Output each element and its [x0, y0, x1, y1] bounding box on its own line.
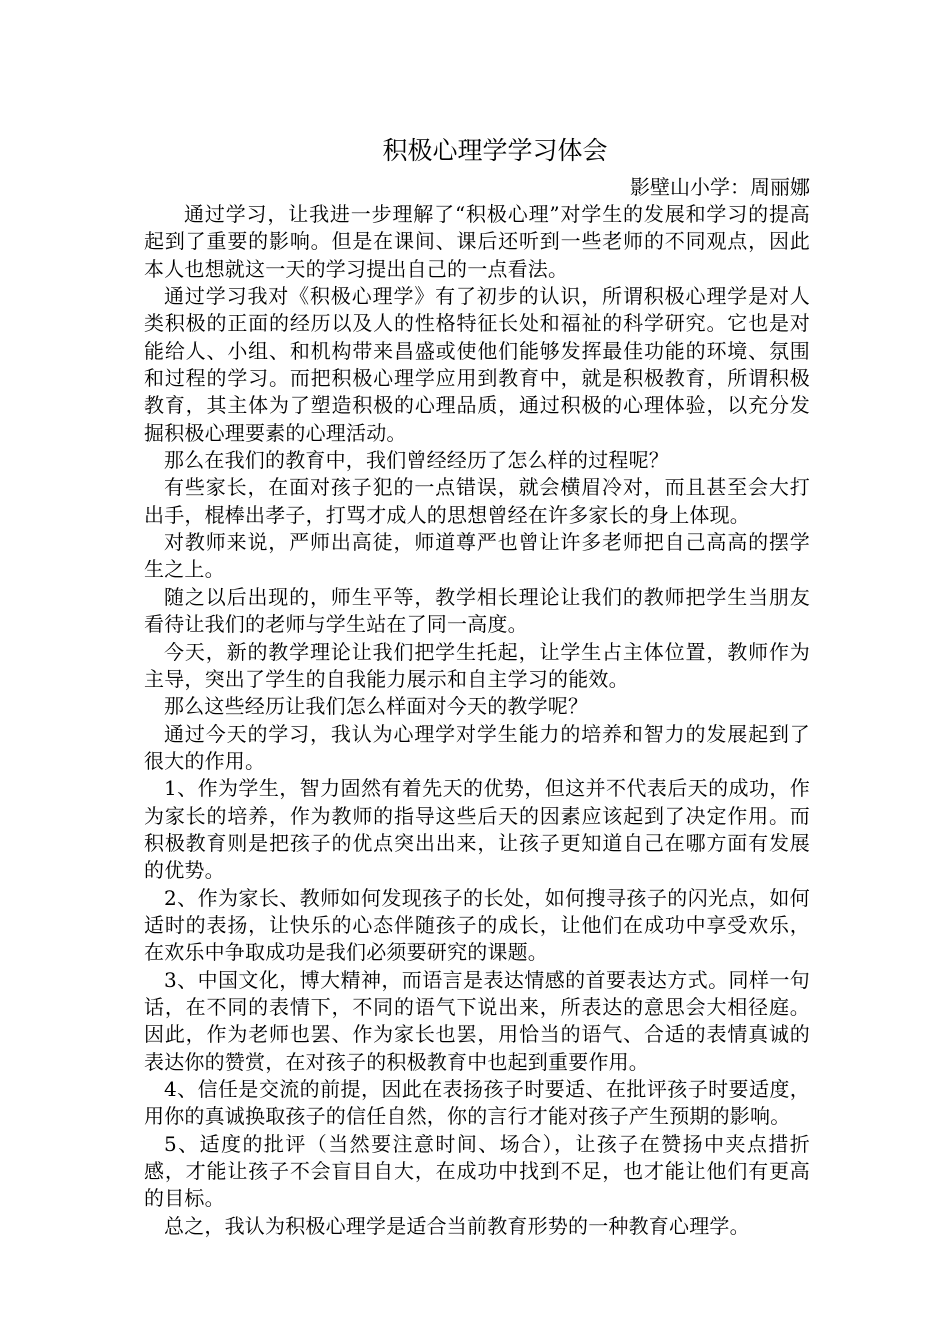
paragraph-point-1: 1、作为学生，智力固然有着先天的优势，但这并不代表后天的成功，作为家长的培养，作为教师的指导这些后天的因素应该起到了决定作用。而积极教育则是把孩子的优点突出出来，让孩子更知道自己在哪方面有发展的优势。 — [144, 776, 810, 883]
paragraph-point-4: 4、信任是交流的前提，因此在表扬孩子时要适、在批评孩子时要适度，用你的真诚换取孩子的信任自然，你的言行才能对孩子产生预期的影响。 — [144, 1077, 810, 1129]
paragraph-question-1: 那么在我们的教育中，我们曾经经历了怎么样的过程呢？ — [164, 448, 669, 473]
paragraph-point-5: 5、适度的批评（当然要注意时间、场合），让孩子在赞扬中夹点措折感，才能让孩子不会盲目自大，在成功中找到不足，也才能让他们有更高的目标。 — [144, 1131, 810, 1211]
paragraph-question-2: 那么这些经历让我们怎么样面对今天的教学呢？ — [164, 694, 589, 719]
paragraph-conclusion: 总之，我认为积极心理学是适合当前教育形势的一种教育心理学。 — [164, 1213, 750, 1238]
paragraph-role: 通过今天的学习，我认为心理学对学生能力的培养和智力的发展起到了很大的作用。 — [144, 721, 810, 773]
document-body — [144, 201, 810, 1240]
author-line: 影壁山小学：周丽娜 — [630, 175, 810, 199]
paragraph-new-theory: 今天，新的教学理论让我们把学生托起，让学生占主体位置，教师作为主导，突出了学生的自我能力展示和自主学习的能效。 — [144, 639, 810, 691]
document-title: 积极心理学学习体会 — [382, 136, 608, 165]
paragraph-definition: 通过学习我对《积极心理学》有了初步的认识，所谓积极心理学是对人类积极的正面的经历以及人的性格特征长处和福祉的科学研究。它也是对能给人、小组、和机构带来昌盛或使他们能够发挥最佳功能的环境、氛围和过程的学习。而把积极心理学应用到教育中，就是积极教育，所谓积极教育，其主体为了塑造积极的心理品质，通过积极的心理体验，以充分发掘积极心理要素的心理活动。 — [144, 284, 810, 445]
paragraph-equality: 随之以后出现的，师生平等，教学相长理论让我们的教师把学生当朋友看待让我们的老师与学生站在了同一高度。 — [144, 584, 810, 637]
paragraph-teachers: 对教师来说，严师出高徒，师道尊严也曾让许多老师把自己高高的摆学生之上。 — [144, 530, 810, 582]
paragraph-point-3: 3、中国文化，博大精神，而语言是表达情感的首要表达方式。同样一句话，在不同的表情下，不同的语气下说出来，所表达的意思会大相径庭。因此，作为老师也罢、作为家长也罢，用恰当的语气、合适的表情真诚的表达你的赞赏，在对孩子的积极教育中也起到重要作用。 — [144, 967, 810, 1074]
paragraph-point-2: 2、作为家长、教师如何发现孩子的长处，如何搜寻孩子的闪光点，如何适时的表扬，让快乐的心态伴随孩子的成长，让他们在成功中享受欢乐，在欢乐中争取成功是我们必须要研究的课题。 — [144, 885, 810, 965]
paragraph-intro: 通过学习，让我进一步理解了“积极心理”对学生的发展和学习的提高起到了重要的影响。但是在课间、课后还听到一些老师的不同观点，因此本人也想就这一天的学习提出自己的一点看法。 — [144, 202, 810, 281]
paragraph-parents: 有些家长，在面对孩子犯的一点错误，就会横眉冷对，而且甚至会大打出手，棍棒出孝子，打骂才成人的思想曾经在许多家长的身上体现。 — [144, 475, 810, 527]
